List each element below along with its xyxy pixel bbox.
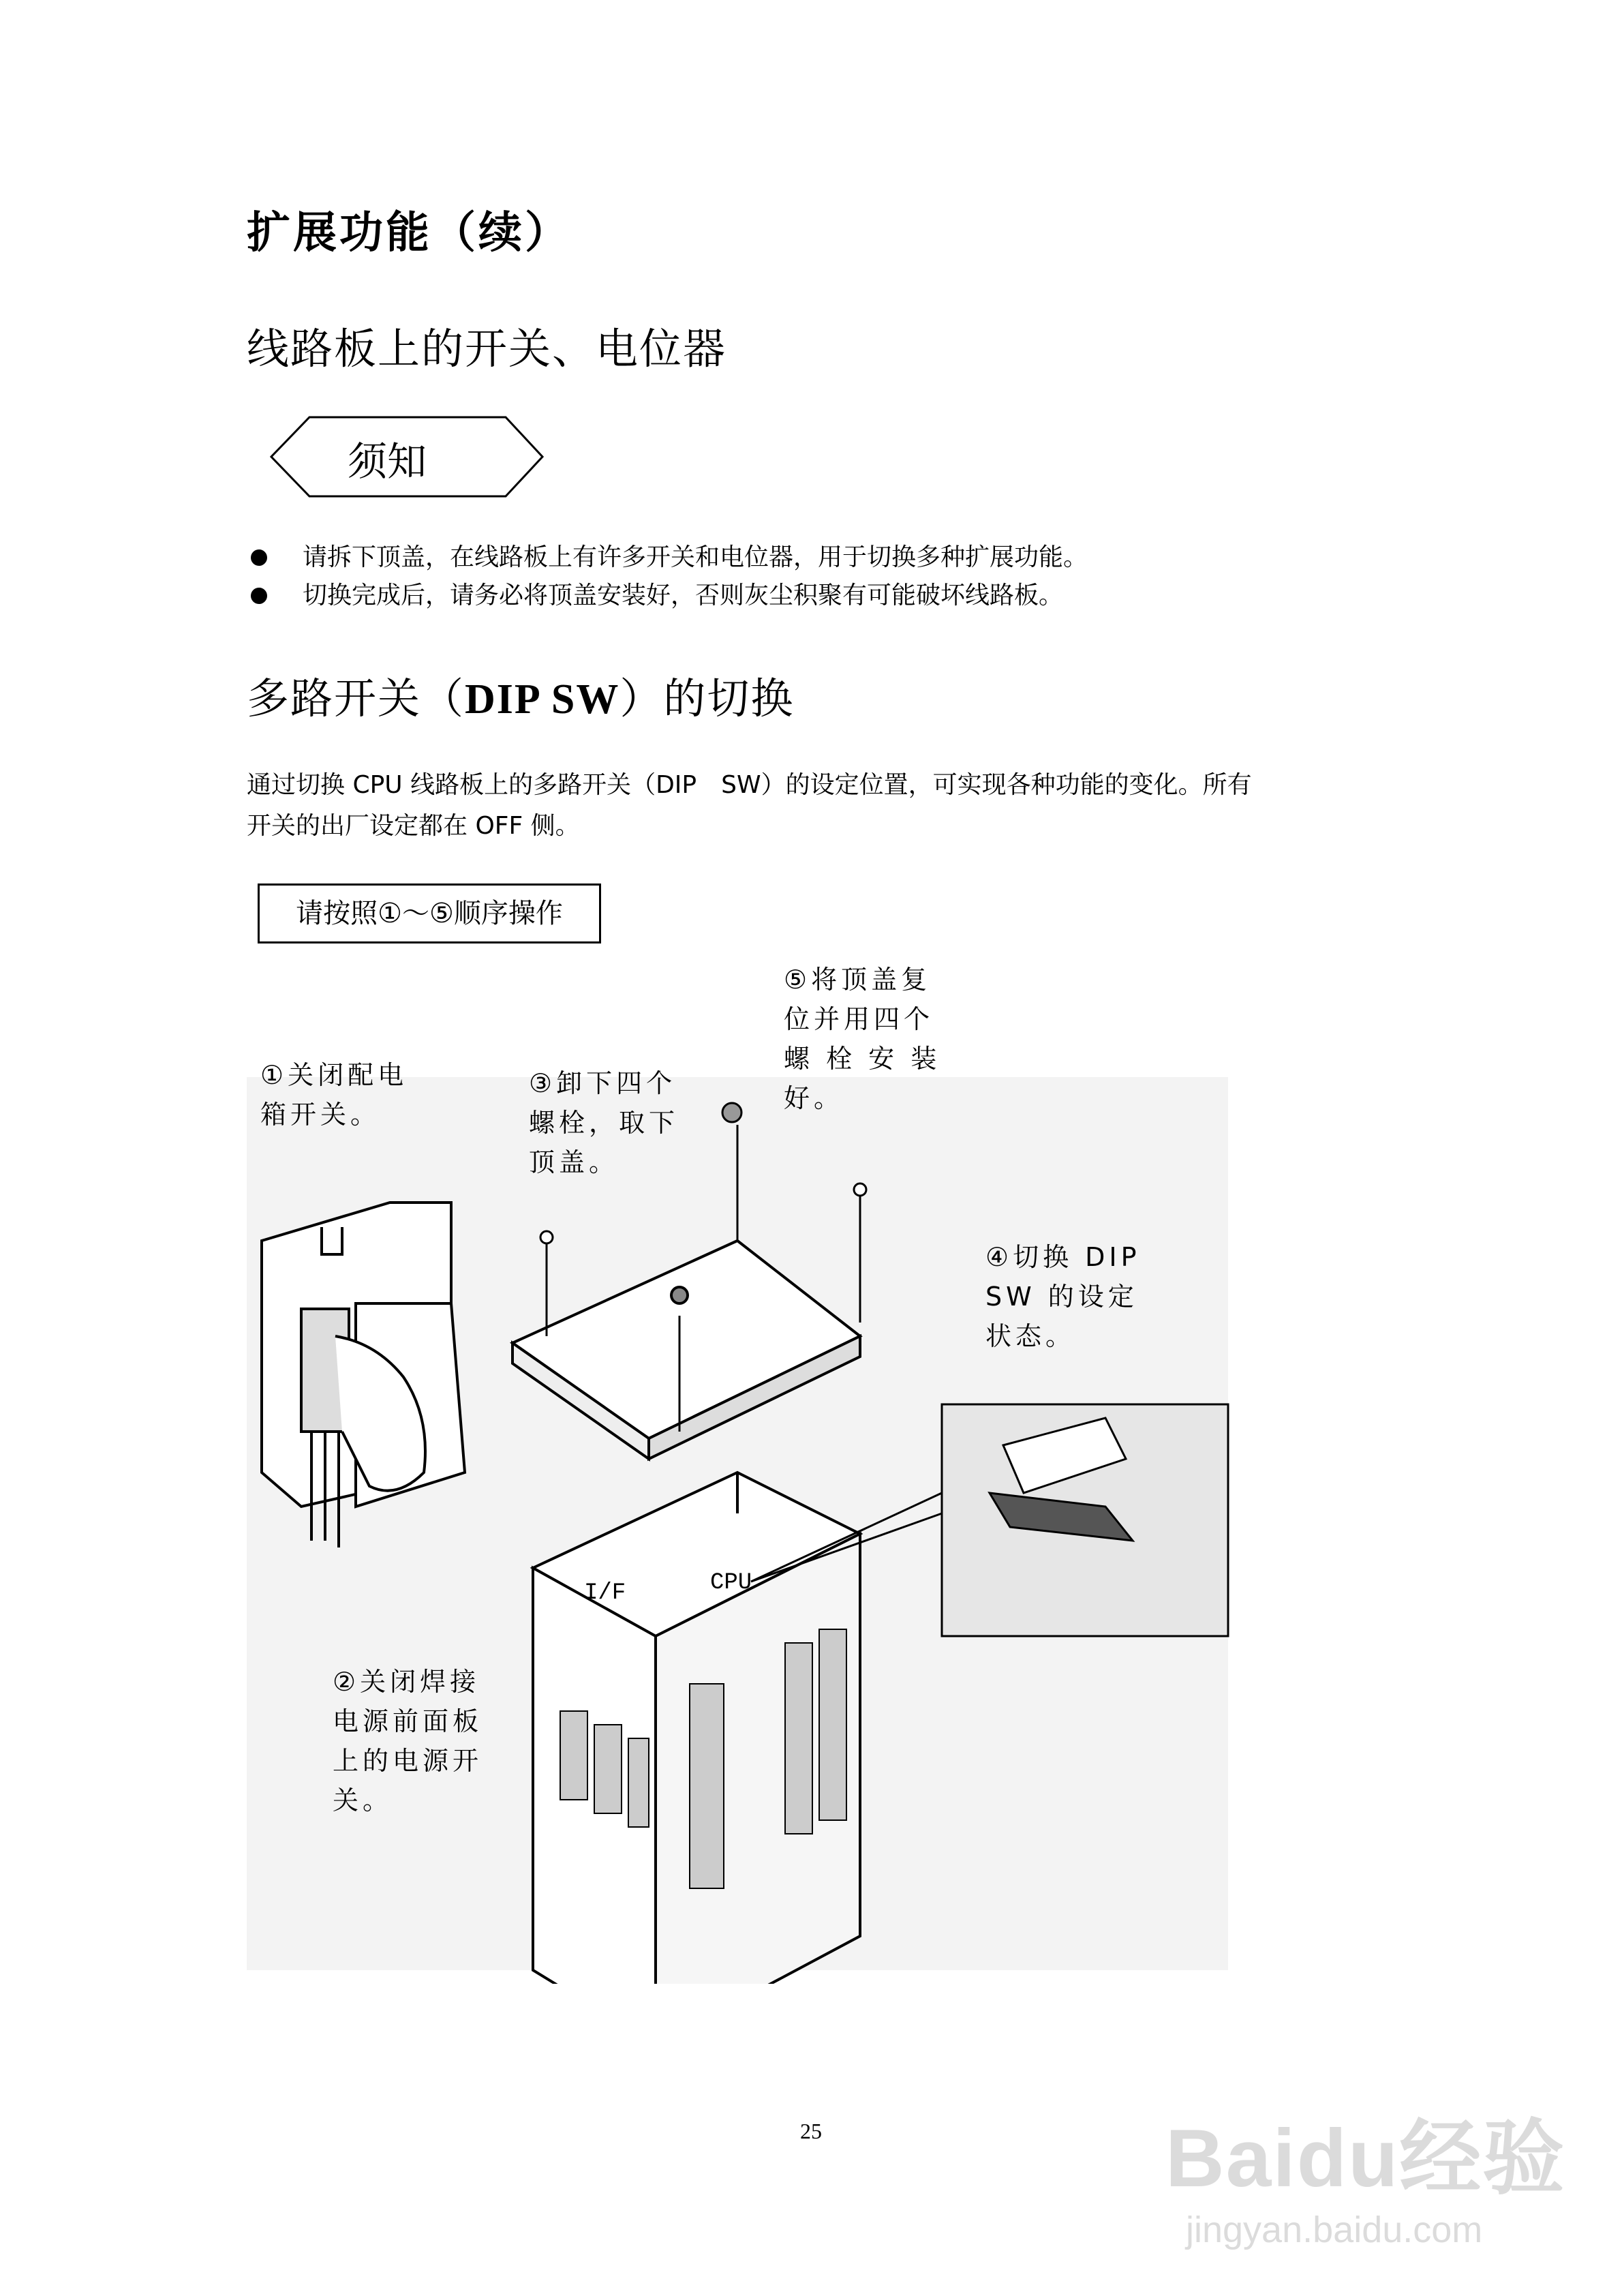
step2-line: 电源前面板 <box>333 1706 483 1736</box>
step5-label <box>784 960 940 1118</box>
step4-line: 状态。 <box>985 1321 1076 1351</box>
watermark <box>1159 2093 1595 2270</box>
paragraph-line: 开关的出厂设定都在 OFF 侧。 <box>247 812 580 840</box>
step4-line: SW 的设定 <box>985 1282 1138 1312</box>
step4-label <box>985 1237 1141 1356</box>
watermark-url: jingyan.baidu.com <box>1186 2209 1483 2250</box>
subheading-switches: 线路板上的开关、电位器 <box>247 324 727 374</box>
notice-badge <box>267 414 547 499</box>
bullet-text: 请拆下顶盖，在线路板上有许多开关和电位器，用于切换多种扩展功能。 <box>303 543 1088 571</box>
order-instruction-box: 请按照①～⑤顺序操作 <box>258 883 601 943</box>
page-heading: 扩展功能（续） <box>247 208 571 258</box>
if-board-label: I/F <box>584 1580 626 1606</box>
step1-line: 箱开关。 <box>260 1100 381 1130</box>
step3-line: ③卸下四个 <box>529 1068 677 1098</box>
step3-line: 螺栓，取下 <box>529 1108 679 1138</box>
paragraph-line: 通过切换 CPU 线路板上的多路开关（DIP SW）的设定位置，可实现各种功能的变化。所有 <box>247 771 1252 799</box>
list-item <box>247 539 1088 577</box>
notice-label: 须知 <box>348 438 427 485</box>
step2-line: 关。 <box>333 1785 393 1815</box>
step4-line: ④切换 DIP <box>985 1242 1141 1272</box>
notice-bullet-list <box>247 539 1088 615</box>
page-number: 25 <box>800 2119 822 2143</box>
step1-line: ①关闭配电 <box>260 1060 408 1090</box>
section-title-prefix: 多路开关（ <box>247 674 465 723</box>
step5-line: 位并用四个 <box>784 1004 934 1034</box>
section-title <box>247 665 794 725</box>
step3-line: 顶盖。 <box>529 1147 619 1177</box>
cpu-board-label: CPU <box>710 1570 752 1596</box>
section-title-suffix: ）的切换 <box>619 674 795 723</box>
step1-label <box>260 1055 408 1134</box>
section-title-bold: DIP SW <box>465 676 620 723</box>
bullet-icon <box>251 588 267 604</box>
step5-line: 螺 栓 安 装 <box>784 1044 941 1074</box>
step5-line: ⑤将顶盖复 <box>784 965 932 995</box>
step2-label <box>333 1662 483 1820</box>
bullet-text: 切换完成后，请务必将顶盖安装好，否则灰尘积聚有可能破坏线路板。 <box>303 581 1064 609</box>
step5-line: 好。 <box>784 1083 844 1113</box>
step2-line: 上的电源开 <box>333 1746 483 1776</box>
step2-line: ②关闭焊接 <box>333 1667 480 1697</box>
intro-paragraph <box>247 765 1405 847</box>
list-item <box>247 577 1088 615</box>
step3-label <box>529 1063 679 1182</box>
bullet-icon <box>251 549 267 566</box>
watermark-logo: Baidu经验 <box>1165 2113 1566 2204</box>
